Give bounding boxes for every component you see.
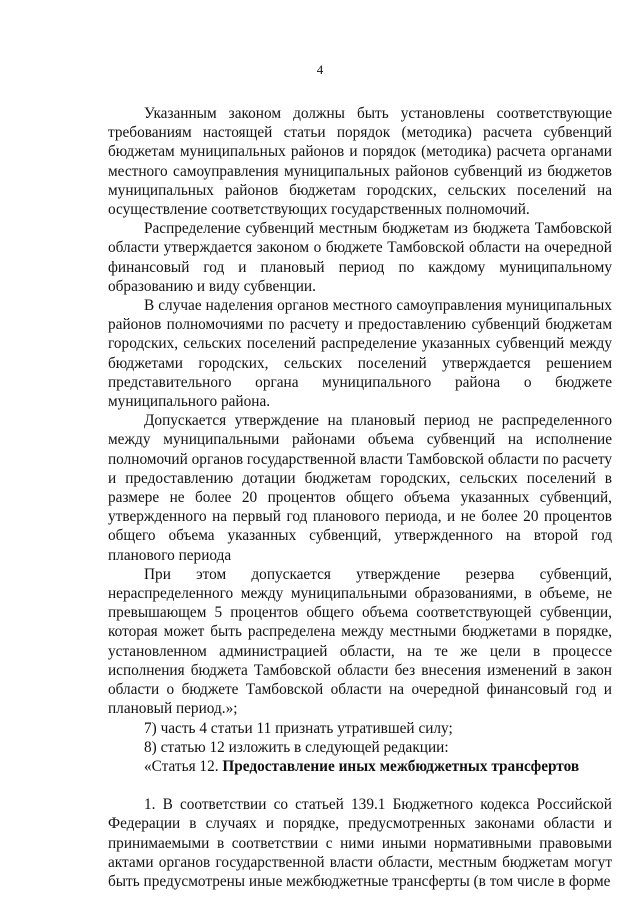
paragraph-8: 1. В соответствии со статьей 139.1 Бюджетного кодекса Российской Федерации в случаях и порядке, предусмотренных законами области и принимаемыми в соответствии с ними иными нормативными правовыми актами органов государственной власти области, местным бюджетам могут быть предусмотрены иные межбюджетные трансферты (в том числе в форме — [108, 796, 612, 890]
paragraph-4: Допускается утверждение на плановый период не распределенного между муниципальными районами объема субвенций на исполнение полномочий органов государственной власти Тамбовской области по расчету и предоставлению дотации бюджетам городских, сельских поселений в размере не более 20 процентов общего объема указанных субвенций, утвержденного на первый год планового периода, и не более 20 процентов общего объема указанных субвенций, утвержденного на второй год планового периода — [108, 412, 612, 564]
paragraph-3: В случае наделения органов местного самоуправления муниципальных районов полномочиями по расчету и предоставлению субвенций бюджетам городских, сельских поселений распределение указанных субвенций между бюджетами городских, сельских поселений утверждается решением представительного органа муниципального района о бюджете муниципального района. — [108, 297, 612, 411]
paragraph-2: Распределение субвенций местным бюджетам из бюджета Тамбовской области утверждается законом о бюджете Тамбовской области на очередной финансовый год и плановый период по каждому муниципальному образованию и виду субвенции. — [108, 220, 612, 295]
paragraph-7: 8) статью 12 изложить в следующей редакции: — [144, 738, 449, 756]
paragraph-gap — [108, 776, 612, 795]
article-heading — [108, 757, 612, 776]
document-body — [108, 104, 612, 891]
article-title: Предоставление иных межбюджетных трансфертов — [222, 757, 580, 775]
paragraph-5: При этом допускается утверждение резерва субвенций, нераспределенного между муниципальными образованиями, в объеме, не превышающем 5 процентов общего объема соответствующей субвенции, которая может быть распределена между местными бюджетами в порядке, установленном администрацией области, на те же цели в процессе исполнения бюджета Тамбовской области без внесения изменений в закон области о бюджете Тамбовской области на очередной финансовый год и плановый период.»; — [108, 565, 612, 718]
paragraph-1: Указанным законом должны быть установлены соответствующие требованиям настоящей статьи порядок (методика) расчета субвенций бюджетам муниципальных районов и порядок (методика) расчета органами местного самоуправления муниципальных районов субвенций из бюджетов муниципальных районов бюджетам городских, сельских поселений на осуществление соответствующих государственных полномочий. — [108, 105, 612, 219]
paragraph-6: 7) часть 4 статьи 11 признать утратившей силу; — [144, 719, 453, 737]
article-prefix: «Статья 12. — [144, 757, 223, 775]
page-number: 4 — [316, 62, 324, 77]
